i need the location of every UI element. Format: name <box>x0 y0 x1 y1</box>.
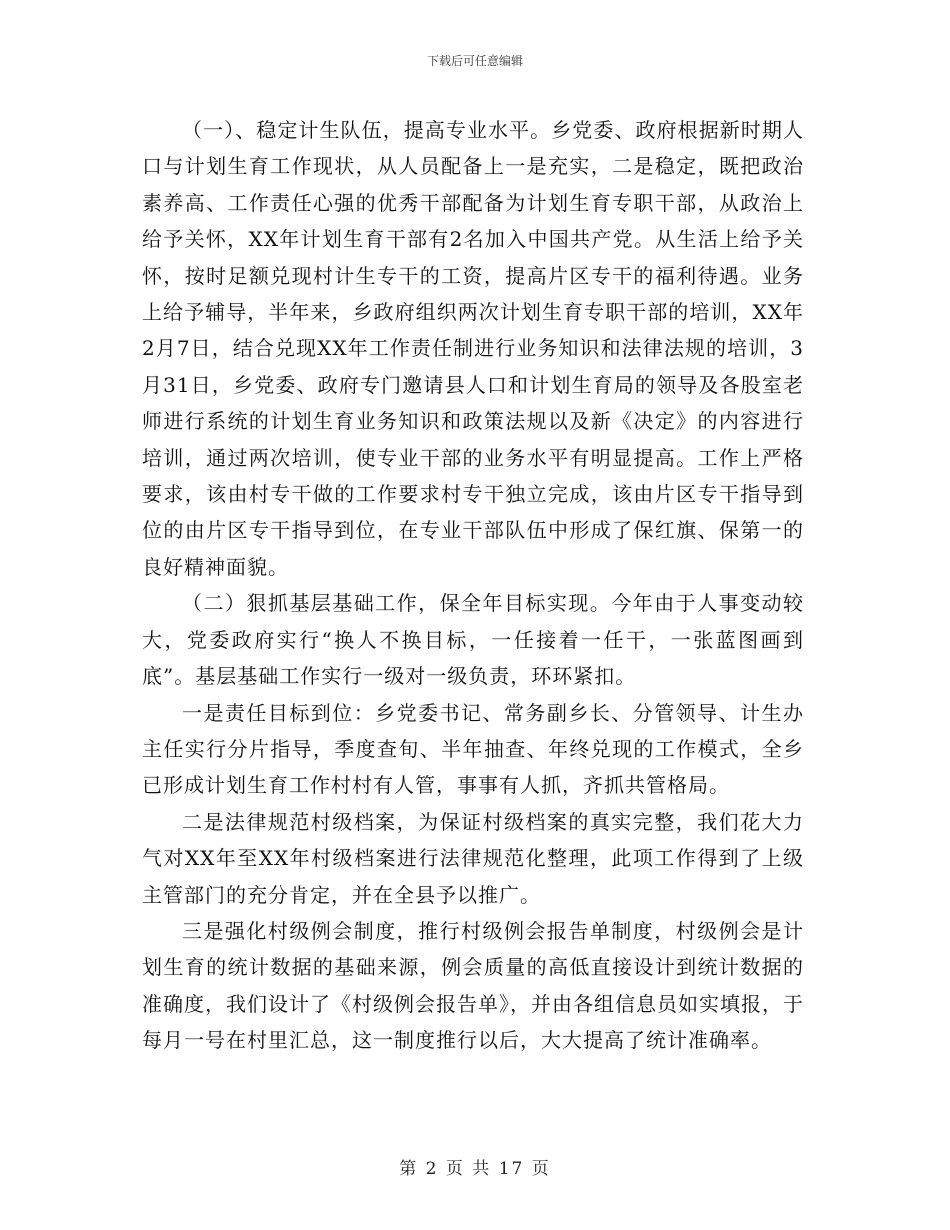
paragraph-stabilize-team: （一）、稳定计生队伍，提高专业水平。乡党委、政府根据新时期人口与计划生育工作现状，从人员配备上一是充实，二是稳定，既把政治素养高、工作责任心强的优秀干部配备为计划生育专职干部，从政治上给予关怀，XX年计划生育干部有2名加入中国共产党。从生活上给予关怀，按时足额兑现村计生专干的工资，提高片区专干的福利待遇。业务上给予辅导，半年来，乡政府组织两次计划生育专职干部的培训，XX年2月7日，结合兑现XX年工作责任制进行业务知识和法律法规的培训，3月31日，乡党委、政府专门邀请县人口和计划生育局的领导及各股室老师进行系统的计划生育业务知识和政策法规以及新《决定》的内容进行培训，通过两次培训，使专业干部的业务水平有明显提高。工作上严格要求，该由村专干做的工作要求村专干独立完成，该由片区专干指导到位的由片区专干指导到位，在专业干部队伍中形成了保红旗、保第一的良好精神面貌。 <box>142 118 804 579</box>
page-number-footer: 第 2 页 共 17 页 <box>399 1159 551 1179</box>
paragraph-responsibility-targets: 一是责任目标到位：乡党委书记、常务副乡长、分管领导、计生办主任实行分片指导，季度查旬、半年抽查、年终兑现的工作模式，全乡已形成计划生育工作村村有人管，事事有人抓，齐抓共管格局。 <box>142 700 804 798</box>
paragraph-village-meetings: 三是强化村级例会制度，推行村级例会报告单制度，村级例会是计划生育的统计数据的基础来源，例会质量的高低直接设计到统计数据的准确度，我们设计了《村级例会报告单》，并由各组信息员如实填报，于每月一号在村里汇总，这一制度推行以后，大大提高了统计准确率。 <box>142 918 804 1053</box>
page-header: 下载后可任意编辑 <box>426 54 523 68</box>
paragraph-village-archives: 二是法律规范村级档案，为保证村级档案的真实完整，我们花大力气对XX年至XX年村级档案进行法律规范化整理，此项工作得到了上级主管部门的充分肯定，并在全县予以推广。 <box>142 809 804 907</box>
paragraph-grassroots-work: （二）狠抓基层基础工作，保全年目标实现。今年由于人事变动较大，党委政府实行“换人不换目标，一任接着一任干，一张蓝图画到底”。基层基础工作实行一级对一级负责，环环紧扣。 <box>142 591 804 689</box>
document-body <box>142 112 804 1059</box>
